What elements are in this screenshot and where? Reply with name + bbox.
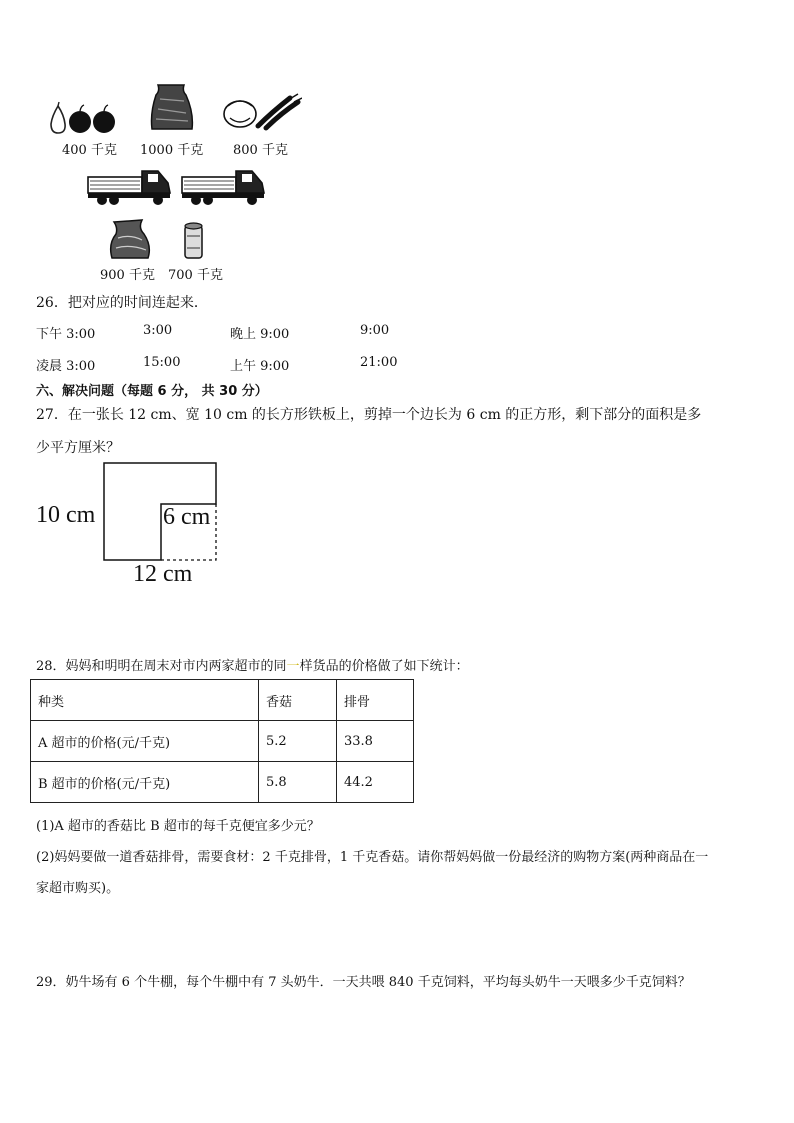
question-26-title: 26．把对应的时间连起来． — [36, 295, 208, 311]
barrel-icon — [183, 222, 205, 260]
time-item: 21:00 — [360, 355, 398, 370]
weight-label: 700 千克 — [168, 268, 223, 283]
table-row — [31, 680, 414, 721]
question-28-sub2-line2: 家超市购买)。 — [36, 881, 120, 896]
question-28-title: 28．妈妈和明明在周末对市内两家超市的同一样货品的价格做了如下统计： — [36, 659, 469, 674]
table-row — [31, 721, 414, 762]
time-item: 晚上 9:00 — [230, 327, 290, 342]
table-row — [31, 762, 414, 803]
weight-label: 900 千克 — [100, 268, 155, 283]
question-27-line1: 27．在一张长 12 cm、宽 10 cm 的长方形铁板上，剪掉一个边长为 6 cm 的正方形，剩下部分的面积是多 — [36, 407, 702, 423]
table-cell: 44.2 — [337, 762, 414, 803]
table-header-cell: 种类 — [31, 680, 259, 721]
cut-square-label: 6 cm — [163, 504, 211, 530]
table-cell: 5.8 — [259, 762, 337, 803]
time-item: 3:00 — [143, 323, 173, 338]
time-item: 上午 9:00 — [230, 359, 290, 374]
time-item: 9:00 — [360, 323, 390, 338]
question-28-sub1: (1)A 超市的香菇比 B 超市的每千克便宜多少元？ — [36, 819, 320, 834]
vegetables-icon — [220, 92, 302, 132]
sack-icon — [148, 83, 196, 133]
weight-label: 800 千克 — [233, 143, 288, 158]
table-header-cell: 香菇 — [259, 680, 337, 721]
price-table — [30, 679, 414, 803]
section-heading: 六、解决问题（每题 6 分， 共 30 分） — [36, 384, 268, 399]
width-label: 10 cm — [36, 502, 96, 528]
table-cell: A 超市的价格(元/千克) — [31, 721, 259, 762]
table-cell: 5.2 — [259, 721, 337, 762]
truck-icon — [180, 163, 268, 207]
fruit-icon — [46, 100, 122, 136]
bag-icon — [108, 218, 152, 260]
length-label: 12 cm — [133, 561, 193, 587]
time-item: 下午 3:00 — [36, 327, 96, 342]
question-28-sub2-line1: (2)妈妈要做一道香菇排骨，需要食材：2 千克排骨，1 千克香菇。请你帮妈妈做一份最经济的购物方案(两种商品在一 — [36, 850, 709, 865]
time-item: 15:00 — [143, 355, 181, 370]
table-cell: 33.8 — [337, 721, 414, 762]
question-27-line2: 少平方厘米？ — [36, 440, 120, 456]
weight-label: 1000 千克 — [140, 143, 204, 158]
truck-icon — [86, 163, 174, 207]
table-header-cell: 排骨 — [337, 680, 414, 721]
weight-label: 400 千克 — [62, 143, 117, 158]
table-cell: B 超市的价格(元/千克) — [31, 762, 259, 803]
time-item: 凌晨 3:00 — [36, 359, 96, 374]
question-29: 29．奶牛场有 6 个牛棚，每个牛棚中有 7 头奶牛．一天共喂 840 千克饲料，平均每头奶牛一天喂多少千克饲料？ — [36, 975, 691, 990]
